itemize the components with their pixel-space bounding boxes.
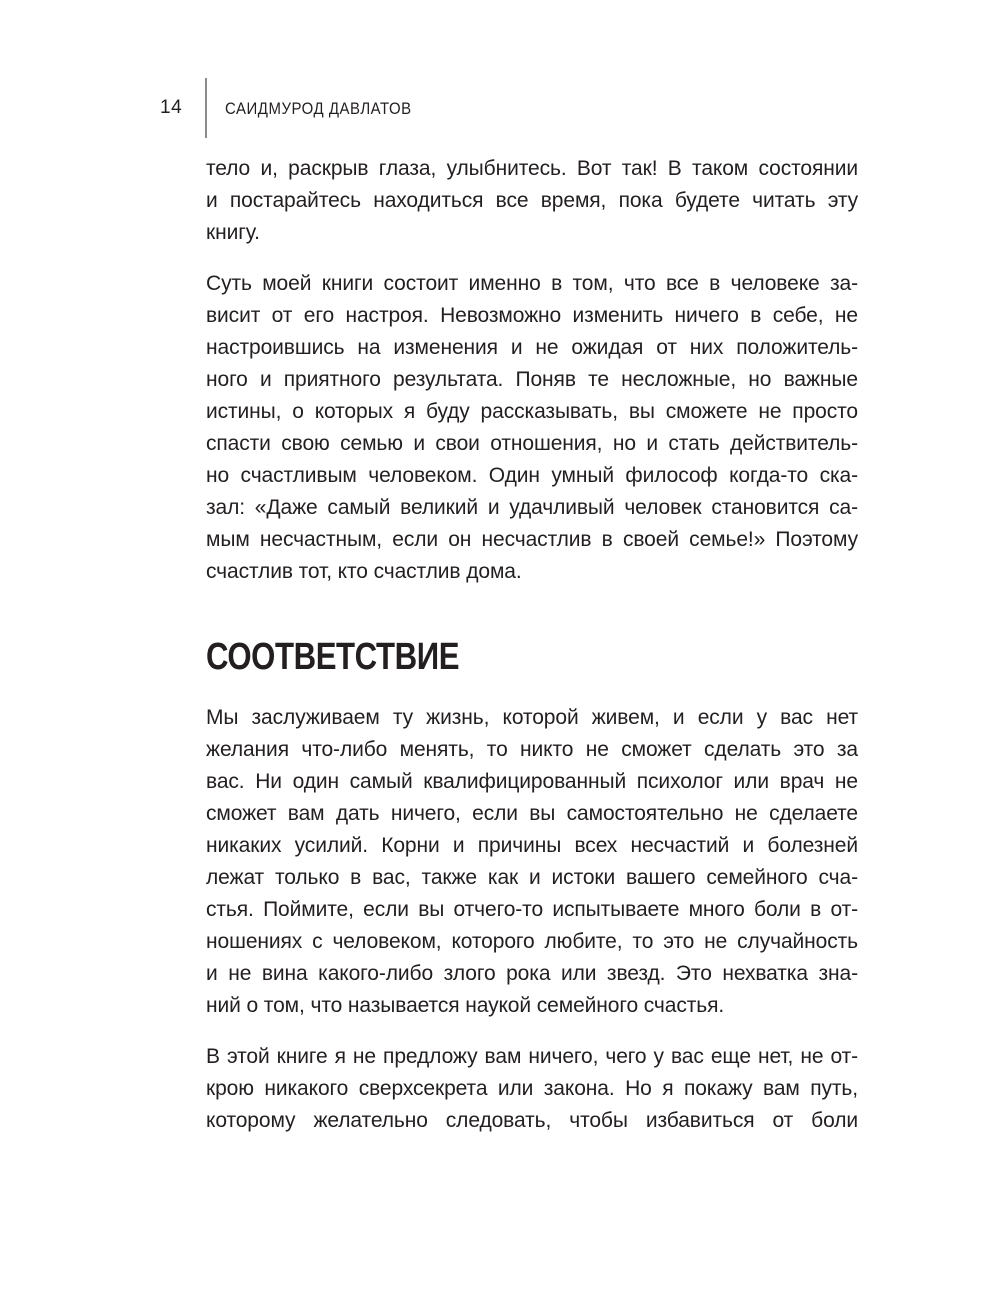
section-gap-top [206,588,858,634]
running-header-author: САИДМУРОД ДАВЛАТОВ [225,99,412,118]
section-heading: СООТВЕТСТВИЕ [206,636,460,678]
text-line: но счастливым человеком. Один умный философ когда-то ска- [206,464,858,487]
paragraph-in-this-book [206,1041,858,1137]
text-line: В этой книге я не предложу вам ничего, чего у вас еще нет, не от- [206,1045,858,1068]
text-line: Суть моей книги состоит именно в том, что все в человеке за- [206,272,858,295]
text-line: книгу. [206,221,260,244]
text-line: лежат только в вас, также как и истоки вашего семейного сча- [206,866,858,889]
text-line: сможет вам дать ничего, если вы самостоятельно не сделаете [206,802,858,825]
text-line: Мы заслуживаем ту жизнь, которой живем, и если у вас нет [206,706,858,729]
page-body [206,153,858,1137]
text-line: висит от его настроя. Невозможно изменить ничего в себе, не [206,304,858,327]
text-line: крою никакого сверхсекрета или закона. Но я покажу вам путь, [206,1077,858,1100]
paragraph-we-deserve [206,702,858,1022]
text-line: настроившись на изменения и не ожидая от них положитель- [206,336,858,359]
text-line: истины, о которых я буду рассказывать, вы сможете не просто [206,400,858,423]
text-line: мым несчастным, если он несчастлив в своей семье!» Поэтому [206,528,858,551]
paragraph-book-essence [206,268,858,588]
paragraph-gap [206,249,858,268]
text-line: которому желательно следовать, чтобы избавиться от боли [206,1109,858,1132]
text-line: никаких усилий. Корни и причины всех несчастий и болезней [206,834,858,857]
text-line: зал: «Даже самый великий и удачливый человек становится са- [206,496,858,519]
text-line: вас. Ни один самый квалифицированный психолог или врач не [206,770,858,793]
paragraph-gap [206,1022,858,1041]
text-line: ношениях с человеком, которого любите, то это не случайность [206,930,858,953]
text-line: спасти свою семью и свои отношения, но и стать действитель- [206,432,858,455]
section-gap-bottom [206,680,858,702]
text-line: ний о том, что называется наукой семейного счастья. [206,994,725,1017]
page-number: 14 [160,97,183,118]
text-line: желания что-либо менять, то никто не сможет сделать это за [206,738,858,761]
running-header [0,78,986,138]
text-line: тело и, раскрыв глаза, улыбнитесь. Вот так! В таком состоянии [206,157,858,180]
text-line: и не вина какого-либо злого рока или звезд. Это нехватка зна- [206,962,858,985]
text-line: счастлив тот, кто счастлив дома. [206,560,522,583]
text-line: и постарайтесь находиться все время, пока будете читать эту [206,189,858,212]
header-divider [205,78,207,138]
text-line: стья. Поймите, если вы отчего-то испытываете много боли в от- [206,898,858,921]
paragraph-intro-continuation [206,153,858,249]
text-line: ного и приятного результата. Поняв те несложные, но важные [206,368,858,391]
